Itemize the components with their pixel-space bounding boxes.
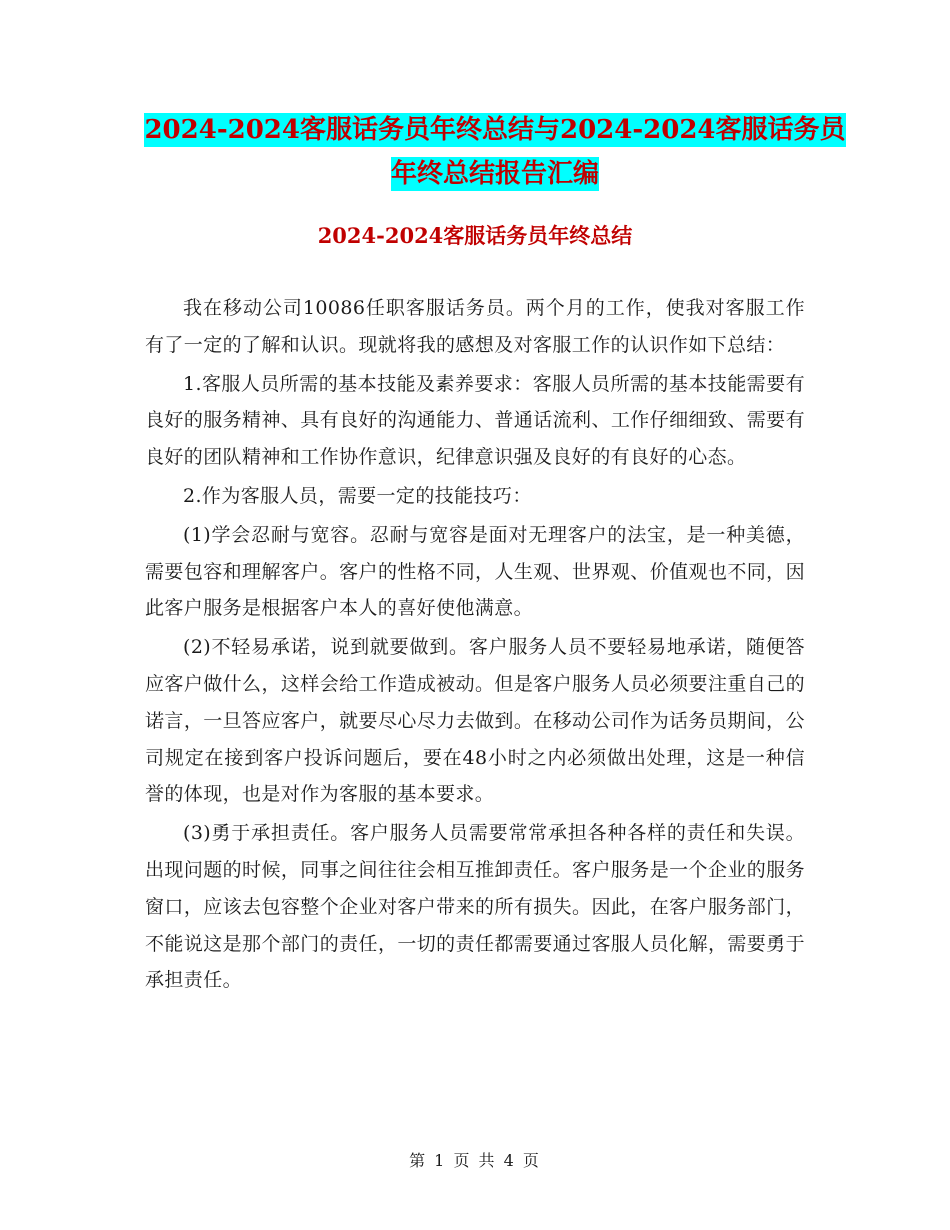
document-title — [140, 108, 850, 196]
section-title: 2024-2024客服话务员年终总结 — [317, 223, 633, 248]
paragraph-skills: 1.客服人员所需的基本技能及素养要求：客服人员所需的基本技能需要有良好的服务精神、具有良好的沟通能力、普通话流利、工作仔细细致、需要有良好的团队精神和工作协作意识，纪律意识强及良好的有良好的心态。 — [145, 372, 805, 469]
paragraph-intro: 我在移动公司10086任职客服话务员。两个月的工作，使我对客服工作有了一定的了解和认识。现就将我的感想及对客服工作的认识作如下总结： — [145, 297, 805, 356]
paragraph-patience: (1)学会忍耐与宽容。忍耐与宽容是面对无理客户的法宝，是一种美德，需要包容和理解客户。客户的性格不同，人生观、世界观、价值观也不同，因此客户服务是根据客户本人的喜好使他满意。 — [145, 523, 805, 620]
paragraph-responsibility: (3)勇于承担责任。客户服务人员需要常常承担各种各样的责任和失误。出现问题的时候，同事之间往往会相互推卸责任。客户服务是一个企业的服务窗口，应该去包容整个企业对客户带来的所有损失。因此，在客户服务部门，不能说这是那个部门的责任，一切的责任都需要通过客服人员化解，需要勇于承担责任。 — [145, 822, 805, 992]
page-number-footer: 第 1 页 共 4 页 — [409, 1151, 541, 1170]
paragraph-promise: (2)不轻易承诺，说到就要做到。客户服务人员不要轻易地承诺，随便答应客户做什么，这样会给工作造成被动。但是客户服务人员必须要注重自己的诺言，一旦答应客户，就要尽心尽力去做到。在移动公司作为话务员期间，公司规定在接到客户投诉问题后，要在48小时之内必须做出处理，这是一种信誉的体现，也是对作为客服的基本要求。 — [145, 636, 805, 806]
document-body — [145, 290, 805, 1001]
paragraph-techniques: 2.作为客服人员，需要一定的技能技巧： — [183, 484, 532, 507]
document-title-text: 2024-2024客服话务员年终总结与2024-2024客服话务员年终总结报告汇编 — [144, 115, 846, 189]
